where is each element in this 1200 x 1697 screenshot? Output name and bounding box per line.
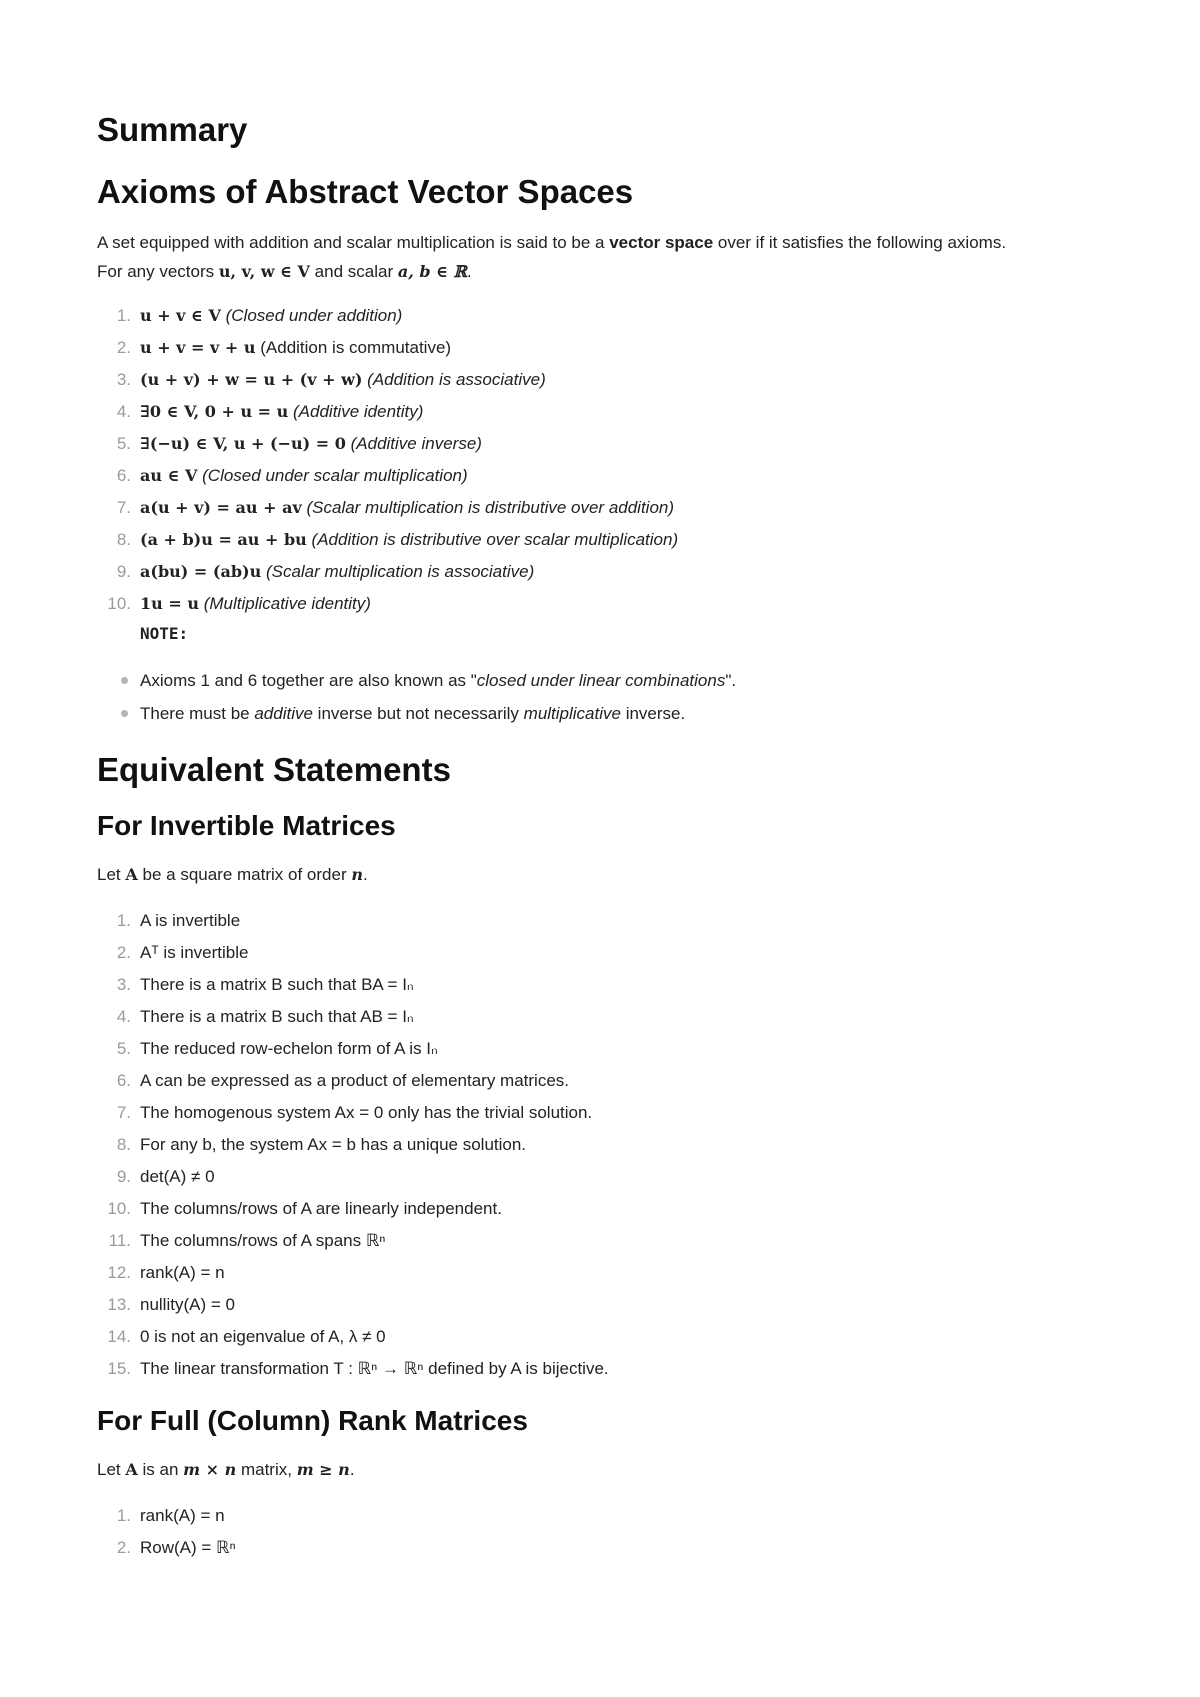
scalars-math: a, b ∈ ℝ <box>397 262 467 281</box>
axiom-item: 10. 1u = u (Multiplicative identity) <box>107 594 371 613</box>
list-item-text: The columns/rows of A spans ℝⁿ <box>140 1231 386 1250</box>
list-item-number: 2. <box>116 1538 131 1557</box>
list-item-number: 4. <box>116 1007 131 1026</box>
axioms-for-any: For any vectors u, v, w ∈ V and scalar a, b ∈ ℝ. <box>97 262 472 281</box>
axioms-intro: A set equipped with addition and scalar multiplication is said to be a vector space over if it satisfies the following axioms. <box>97 233 1007 252</box>
note-label: NOTE: <box>140 624 189 643</box>
list-item-text: nullity(A) = 0 <box>140 1295 235 1314</box>
list-item-number: 15. <box>107 1359 131 1378</box>
bullet-icon <box>121 710 128 717</box>
vector-space-term: vector space <box>609 233 714 252</box>
axioms-list <box>97 300 1107 620</box>
list-item-number: 14. <box>107 1327 131 1346</box>
list-item-number: 1. <box>116 911 131 930</box>
list-item <box>97 1161 1107 1193</box>
list-item-number: 9. <box>116 1167 131 1186</box>
list-item-text: The columns/rows of A are linearly independent. <box>140 1199 502 1218</box>
list-item <box>97 1289 1107 1321</box>
notes-list <box>97 664 1107 730</box>
invertible-list <box>97 905 1107 1385</box>
list-item <box>97 937 1107 969</box>
axiom-item: 9. a(bu) = (ab)u (Scalar multiplication is associative) <box>116 562 535 581</box>
list-item-number: 3. <box>116 975 131 994</box>
list-item-text: A can be expressed as a product of elementary matrices. <box>140 1071 570 1090</box>
list-item-text: For any b, the system Ax = b has a unique solution. <box>140 1135 527 1154</box>
list-item-text: There is a matrix B such that BA = Iₙ <box>140 975 414 994</box>
list-item-text: 0 is not an eigenvalue of A, λ ≠ 0 <box>140 1327 386 1346</box>
list-item-text: rank(A) = n <box>140 1506 225 1525</box>
document-page <box>97 110 1107 1564</box>
list-item <box>97 1193 1107 1225</box>
list-item-number: 8. <box>116 1135 131 1154</box>
page-title: Summary <box>97 111 248 148</box>
axiom-item: 3. (u + v) + w = u + (v + w) (Addition is associative) <box>116 370 546 389</box>
list-item <box>97 1257 1107 1289</box>
list-item <box>97 1065 1107 1097</box>
axiom-item: 5. ∃(−u) ∈ V, u + (−u) = 0 (Additive inverse) <box>116 434 482 453</box>
list-item-number: 5. <box>116 1039 131 1058</box>
axiom-item: 4. ∃0 ∈ V, 0 + u = u (Additive identity) <box>116 402 424 421</box>
list-item-text: The linear transformation T : ℝⁿ → ℝⁿ defined by A is bijective. <box>140 1359 609 1378</box>
axioms-heading: Axioms of Abstract Vector Spaces <box>97 173 634 210</box>
list-item-number: 1. <box>116 1506 131 1525</box>
list-item <box>97 1225 1107 1257</box>
note-item: There must be additive inverse but not necessarily multiplicative inverse. <box>97 697 1107 730</box>
list-item <box>97 1129 1107 1161</box>
vectors-math: u, v, w ∈ V <box>218 262 310 281</box>
list-item-text: rank(A) = n <box>140 1263 225 1282</box>
full-rank-list <box>97 1500 1107 1564</box>
list-item <box>97 1033 1107 1065</box>
list-item-text: det(A) ≠ 0 <box>140 1167 215 1186</box>
list-item-text: A is invertible <box>140 911 241 930</box>
list-item-text: Row(A) = ℝⁿ <box>140 1538 236 1557</box>
list-item-text: The reduced row-echelon form of A is Iₙ <box>140 1039 438 1058</box>
list-item-number: 6. <box>116 1071 131 1090</box>
full-rank-intro: Let A is an m × n matrix, m ≥ n. <box>97 1460 355 1479</box>
axiom-item: 2. u + v = v + u (Addition is commutative) <box>116 338 452 357</box>
list-item-number: 12. <box>107 1263 131 1282</box>
list-item <box>97 1321 1107 1353</box>
list-item-number: 2. <box>116 943 131 962</box>
axiom-item: 6. au ∈ V (Closed under scalar multiplication) <box>116 466 468 485</box>
list-item-number: 10. <box>107 1199 131 1218</box>
list-item-text: The homogenous system Ax = 0 only has the trivial solution. <box>140 1103 593 1122</box>
list-item-number: 7. <box>116 1103 131 1122</box>
invertible-intro: Let A be a square matrix of order n. <box>97 865 368 884</box>
list-item-number: 13. <box>107 1295 131 1314</box>
equivalent-heading: Equivalent Statements <box>97 751 451 788</box>
list-item-text: Aᵀ is invertible <box>140 943 249 962</box>
axiom-item: 1. u + v ∈ V (Closed under addition) <box>116 306 403 325</box>
axiom-item: 7. a(u + v) = au + av (Scalar multiplication is distributive over addition) <box>116 498 675 517</box>
list-item <box>97 1001 1107 1033</box>
invertible-heading: For Invertible Matrices <box>97 810 396 841</box>
note-item: Axioms 1 and 6 together are also known as "closed under linear combinations". <box>97 664 1107 697</box>
bullet-icon <box>121 677 128 684</box>
axiom-item: 8. (a + b)u = au + bu (Addition is distributive over scalar multiplication) <box>116 530 679 549</box>
list-item <box>97 905 1107 937</box>
list-item <box>97 1353 1107 1385</box>
full-rank-heading: For Full (Column) Rank Matrices <box>97 1405 528 1436</box>
list-item <box>97 1532 1107 1564</box>
list-item-number: 11. <box>108 1231 131 1250</box>
list-item <box>97 1500 1107 1532</box>
list-item-text: There is a matrix B such that AB = Iₙ <box>140 1007 414 1026</box>
list-item <box>97 969 1107 1001</box>
list-item <box>97 1097 1107 1129</box>
